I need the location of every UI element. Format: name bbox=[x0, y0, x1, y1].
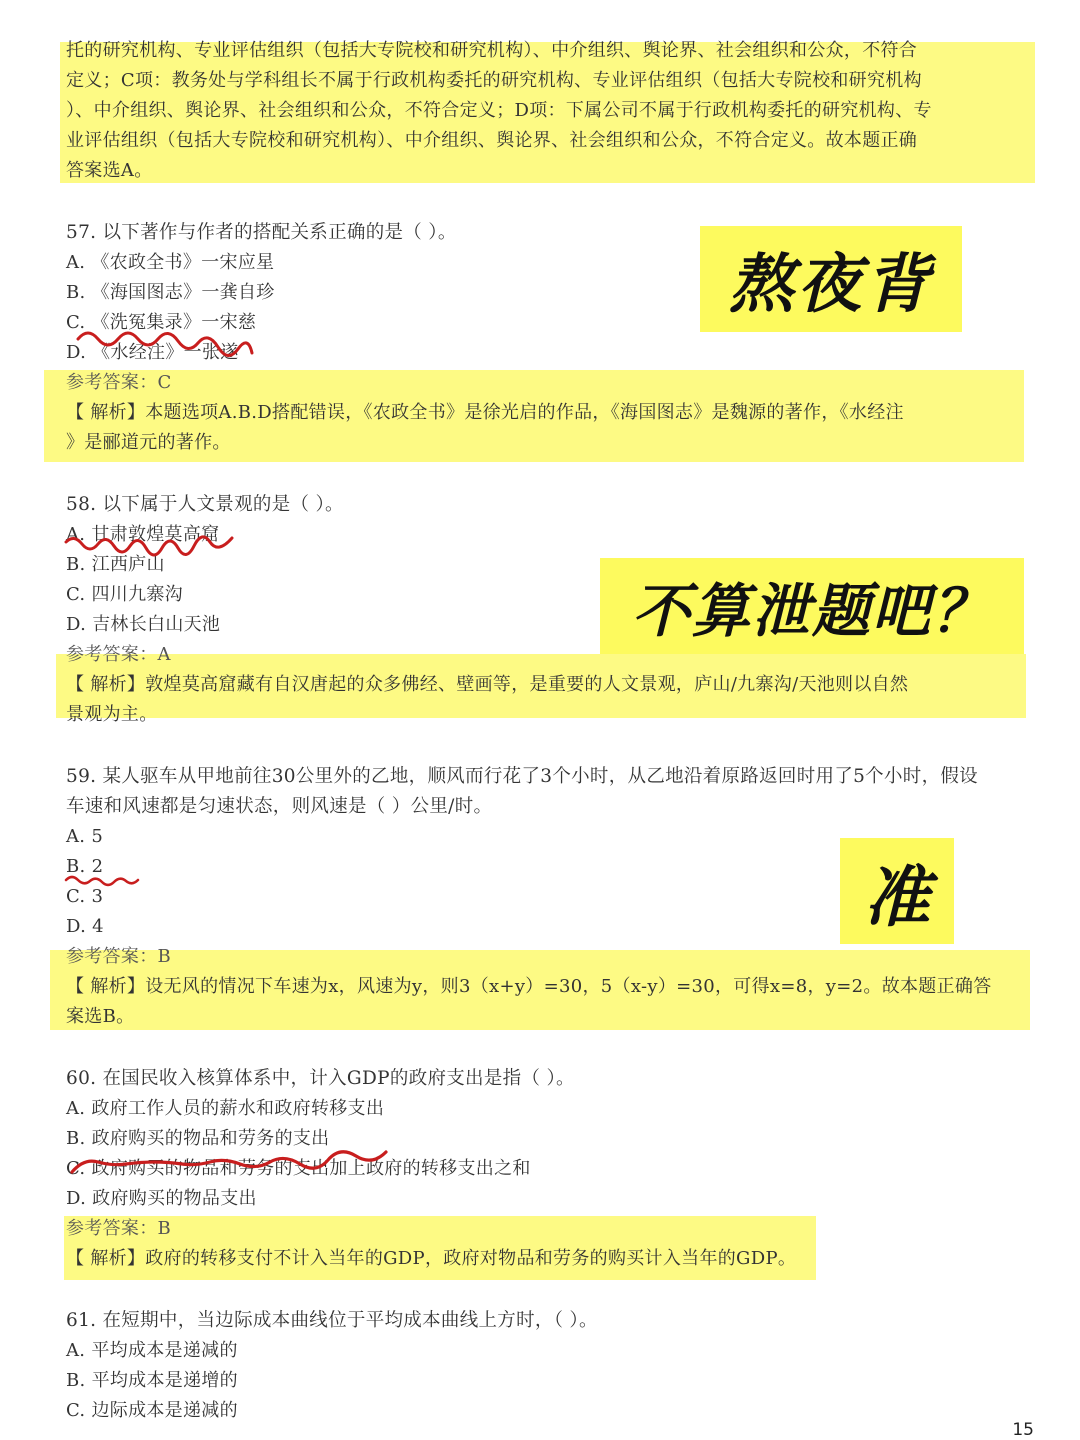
q61-question: 61. 在短期中，当边际成本曲线位于平均成本曲线上方时，（ ）。 bbox=[66, 1310, 598, 1331]
q59-answer: 参考答案：B bbox=[66, 946, 172, 967]
sticker-2: 不算泄题吧？ bbox=[600, 558, 1024, 654]
q60-option-d: D. 政府购买的物品支出 bbox=[66, 1188, 257, 1209]
q59-option-c: C. 3 bbox=[66, 886, 104, 907]
q58-option-c: C. 四川九寨沟 bbox=[66, 584, 183, 605]
q57-answer: 参考答案：C bbox=[66, 372, 172, 393]
q60-analysis-line: 【 解析】政府的转移支付不计入当年的GDP，政府对物品和劳务的购买计入当年的GDP。 bbox=[66, 1248, 797, 1269]
q60-question: 60. 在国民收入核算体系中，计入GDP的政府支出是指（ ）。 bbox=[66, 1068, 575, 1089]
squiggle-q59-b bbox=[64, 872, 140, 888]
q58-option-a: A. 甘肃敦煌莫高窟 bbox=[66, 524, 220, 545]
squiggle-q60-c bbox=[70, 1148, 390, 1180]
block56-line: 定义；C项：教务处与学科组长不属于行政机构委托的研究机构、专业评估组织（包括大专院校和研究机构 bbox=[66, 70, 922, 91]
q57-option-c: C. 《洗冤集录》一宋慈 bbox=[66, 312, 257, 333]
squiggle-q58-a bbox=[64, 532, 236, 558]
q58-analysis-line: 【 解析】敦煌莫高窟藏有自汉唐起的众多佛经、壁画等，是重要的人文景观，庐山/九寨沟/天池则以自然 bbox=[66, 674, 909, 695]
q57-analysis-line: 【 解析】本题选项A.B.D搭配错误，《农政全书》是徐光启的作品，《海国图志》是魏源的著作，《水经注 bbox=[66, 402, 904, 423]
block56-line: 托的研究机构、专业评估组织（包括大专院校和研究机构）、中介组织、舆论界、社会组织和公众，不符合 bbox=[66, 40, 918, 61]
q61-option-b: B. 平均成本是递增的 bbox=[66, 1370, 238, 1391]
q58-analysis-line: 景观为主。 bbox=[66, 704, 158, 725]
sticker-1: 熬夜背 bbox=[700, 226, 962, 332]
q60-option-b: B. 政府购买的物品和劳务的支出 bbox=[66, 1128, 330, 1149]
q58-option-b: B. 江西庐山 bbox=[66, 554, 165, 575]
q57-option-d: D. 《水经注》一张遂 bbox=[66, 342, 239, 363]
block56-line: 答案选A。 bbox=[66, 160, 153, 181]
q58-question: 58. 以下属于人文景观的是（ ）。 bbox=[66, 494, 344, 515]
q57-analysis-line: 》是郦道元的著作。 bbox=[66, 432, 231, 453]
q59-question-line: 车速和风速都是匀速状态，则风速是（ ）公里/时。 bbox=[66, 796, 493, 817]
page-number: 15 bbox=[1012, 1420, 1034, 1440]
q60-answer: 参考答案：B bbox=[66, 1218, 172, 1239]
q58-option-d: D. 吉林长白山天池 bbox=[66, 614, 221, 635]
q60-option-c: C. 政府购买的物品和劳务的支出加上政府的转移支出之和 bbox=[66, 1158, 531, 1179]
q59-analysis-line: 案选B。 bbox=[66, 1006, 135, 1027]
q57-question: 57. 以下著作与作者的搭配关系正确的是（ ）。 bbox=[66, 222, 457, 243]
q59-analysis-line: 【 解析】设无风的情况下车速为x，风速为y，则3（x+y）=30，5（x-y）=30，可得x=8，y=2。故本题正确答 bbox=[66, 976, 992, 997]
q57-option-a: A. 《农政全书》一宋应星 bbox=[66, 252, 275, 273]
q59-option-d: D. 4 bbox=[66, 916, 104, 937]
q61-option-c: C. 边际成本是递减的 bbox=[66, 1400, 238, 1421]
q59-option-a: A. 5 bbox=[66, 826, 104, 847]
q60-option-a: A. 政府工作人员的薪水和政府转移支出 bbox=[66, 1098, 385, 1119]
squiggle-q57-c bbox=[76, 325, 256, 359]
block56-line: ）、中介组织、舆论界、社会组织和公众，不符合定义；D项：下属公司不属于行政机构委托的研究机构、专 bbox=[66, 100, 932, 121]
q58-answer: 参考答案：A bbox=[66, 644, 171, 665]
q57-option-b: B. 《海国图志》一龚自珍 bbox=[66, 282, 275, 303]
block56-line: 业评估组织（包括大专院校和研究机构）、中介组织、舆论界、社会组织和公众，不符合定义。故本题正确 bbox=[66, 130, 918, 151]
q61-option-a: A. 平均成本是递减的 bbox=[66, 1340, 238, 1361]
q59-question-line: 59. 某人驱车从甲地前往30公里外的乙地，顺风而行花了3个小时，从乙地沿着原路返回时用了5个小时，假设 bbox=[66, 766, 978, 787]
sticker-3: 准 bbox=[840, 838, 954, 944]
q59-option-b: B. 2 bbox=[66, 856, 104, 877]
